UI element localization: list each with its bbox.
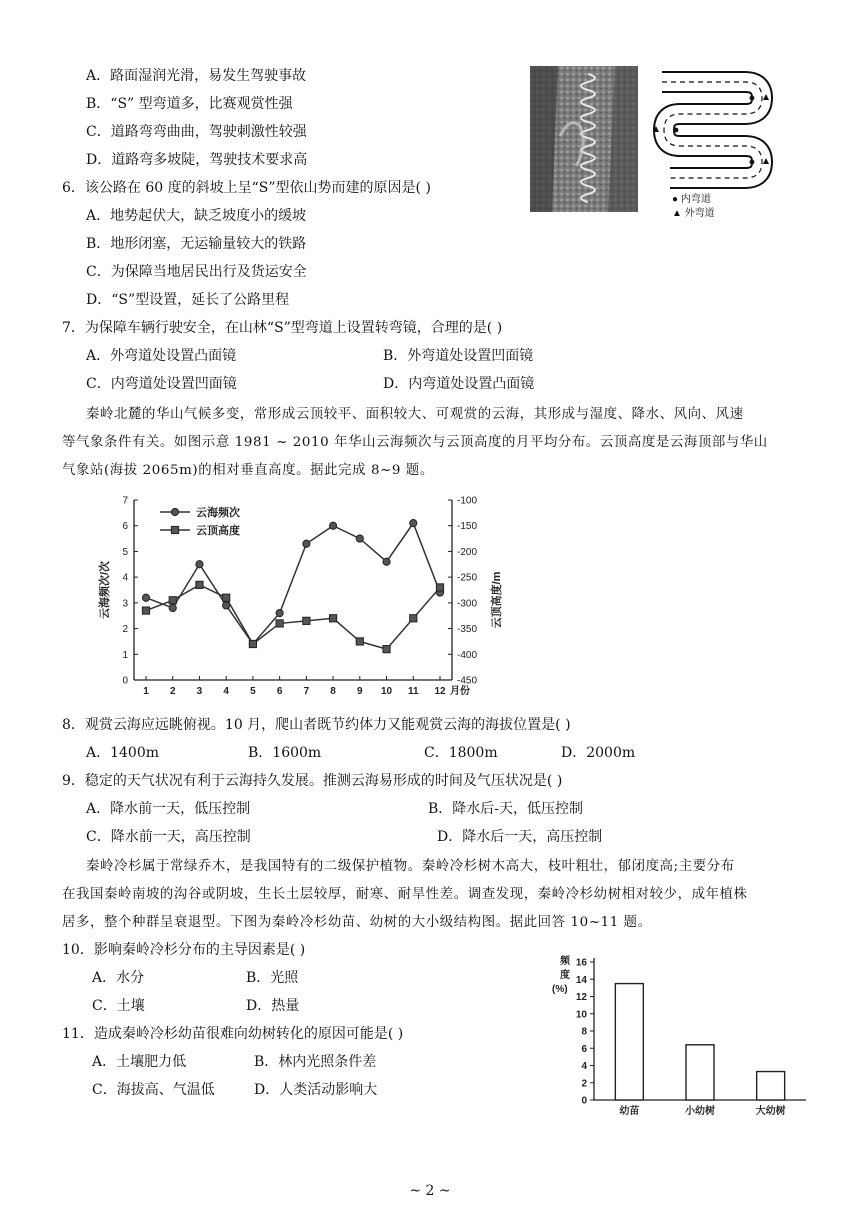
series-point xyxy=(196,581,203,588)
left-tick-label: 0 xyxy=(122,675,128,687)
left-axis-title: 云海频次/次 xyxy=(99,560,111,620)
right-tick-label: -100 xyxy=(457,495,478,507)
x-tick-label: 10 xyxy=(380,686,393,697)
series-point xyxy=(142,594,149,601)
q10-option-d: D．热量 xyxy=(246,998,300,1014)
legend-label-2: 云顶高度 xyxy=(196,525,240,537)
q7-option-d: D．内弯道处设置凸面镜 xyxy=(383,376,535,392)
q9-option-a: A．降水前一天，低压控制 xyxy=(86,801,251,817)
series-point xyxy=(276,620,283,627)
q5-option-a: A．路面湿润光滑，易发生驾驶事故 xyxy=(86,68,307,84)
q10-option-c: C．土壤 xyxy=(92,998,145,1014)
series-point xyxy=(410,615,417,622)
x-tick-label: 11 xyxy=(407,686,419,697)
q8-option-d: D．2000m xyxy=(561,745,636,761)
legend-marker xyxy=(171,526,178,533)
bar xyxy=(686,1045,714,1100)
left-tick-label: 3 xyxy=(122,598,128,610)
right-tick-label: -450 xyxy=(457,675,478,687)
q5-option-d: D．道路弯多坡陡，驾驶技术要求高 xyxy=(86,152,308,168)
q6-option-d: D．“S”型设置，延长了公路里程 xyxy=(86,292,290,308)
q6-stem: 6．该公路在 60 度的斜坡上呈“S”型依山势而建的原因是( ) xyxy=(62,180,431,196)
bar-y-tick-label: 16 xyxy=(575,957,587,969)
fir-size-class-chart xyxy=(548,950,818,1125)
q7-stem: 7．为保障车辆行驶安全，在山林“S”型弯道上设置转弯镜，合理的是( ) xyxy=(62,320,503,336)
q6-option-a: A．地势起伏大，缺乏坡度小的缓坡 xyxy=(86,208,307,224)
bar-y-title-line1: 频 xyxy=(560,956,570,967)
series-point xyxy=(223,594,230,601)
series-point xyxy=(383,558,390,565)
q8-option-b: B．1600m xyxy=(248,745,322,761)
bar-y-tick-label: 14 xyxy=(575,974,587,986)
q11-option-a: A．土壤肥力低 xyxy=(92,1054,187,1070)
x-tick-label: 6 xyxy=(276,686,283,697)
q10-option-a: A．水分 xyxy=(92,970,145,986)
bar-y-tick-label: 4 xyxy=(581,1061,587,1072)
q11-option-d: D．人类活动影响大 xyxy=(254,1082,378,1098)
legend-marker xyxy=(171,508,178,515)
q9-option-d: D．降水后一天，高压控制 xyxy=(437,829,603,845)
series-point xyxy=(142,607,149,614)
series-point xyxy=(356,638,363,645)
passage-8-9-line-1: 秦岭北麓的华山气候多变，常形成云顶较平、面积较大、可观赏的云海，其形成与湿度、降水、风向、风速 xyxy=(86,407,744,422)
q6-option-c: C．为保障当地居民出行及货运安全 xyxy=(86,264,307,280)
road-photo xyxy=(530,66,638,212)
series-point xyxy=(329,615,336,622)
passage-10-11-line-1: 秦岭冷杉属于常绿乔木，是我国特有的二级保护植物。秦岭冷杉树木高大，枝叶粗壮，郁闭度高;主要分布 xyxy=(86,859,735,874)
right-tick-label: -350 xyxy=(457,624,478,636)
cloud-sea-chart xyxy=(92,490,503,710)
x-tick-label: 8 xyxy=(330,686,336,697)
series-point xyxy=(169,597,176,604)
left-tick-label: 6 xyxy=(122,521,128,533)
q5-option-c: C．道路弯弯曲曲，驾驶刺激性较强 xyxy=(86,124,307,140)
series-point xyxy=(410,520,417,527)
series-point xyxy=(303,617,310,624)
x-tick-label: 1 xyxy=(143,686,149,697)
series-point xyxy=(169,604,176,611)
right-tick-label: -250 xyxy=(457,572,478,584)
series-point xyxy=(383,646,390,653)
right-tick-label: -400 xyxy=(457,649,478,661)
series-line-1 xyxy=(146,523,440,644)
q11-stem: 11．造成秦岭冷杉幼苗很难向幼树转化的原因可能是( ) xyxy=(62,1026,404,1042)
left-tick-label: 1 xyxy=(122,649,128,661)
q8-option-a: A．1400m xyxy=(86,745,160,761)
right-tick-label: -300 xyxy=(457,598,478,610)
right-axis-title: 云顶高度/m xyxy=(491,571,503,629)
q10-option-b: B．光照 xyxy=(246,970,299,986)
road-legend-inner: ● 内弯道 xyxy=(672,194,711,205)
passage-8-9-line-3: 气象站(海拔 2065m)的相对垂直高度。据此完成 8~9 题。 xyxy=(62,463,434,478)
q8-stem: 8．观赏云海应远眺俯视。10 月，爬山者既节约体力又能观赏云海的海拔位置是( ) xyxy=(62,717,571,733)
x-tick-label: 7 xyxy=(303,686,310,697)
left-tick-label: 7 xyxy=(122,495,128,507)
road-schematic xyxy=(640,60,770,220)
bar-y-tick-label: 0 xyxy=(581,1095,587,1107)
left-tick-label: 5 xyxy=(122,546,128,558)
bar-y-tick-label: 6 xyxy=(581,1043,587,1055)
series-point xyxy=(436,584,443,591)
series-point xyxy=(276,610,283,617)
road-legend-outer: ▲ 外弯道 xyxy=(672,208,715,219)
series-line-2 xyxy=(146,585,440,649)
q11-option-b: B．林内光照条件差 xyxy=(254,1054,377,1070)
bar-category-label: 小幼树 xyxy=(685,1106,715,1117)
q8-option-c: C．1800m xyxy=(424,745,498,761)
series-point xyxy=(356,535,363,542)
passage-10-11-line-3: 居多，整个种群呈衰退型。下图为秦岭冷杉幼苗、幼树的大小级结构图。据此回答 10~11 题。 xyxy=(62,915,652,930)
q7-option-b: B．外弯道处设置凹面镜 xyxy=(383,348,534,364)
bar-y-tick-label: 8 xyxy=(581,1026,587,1038)
q7-option-c: C．内弯道处设置凹面镜 xyxy=(86,376,237,392)
series-point xyxy=(249,640,256,647)
legend-label-1: 云海频次 xyxy=(196,507,240,519)
q9-option-b: B．降水后-天，低压控制 xyxy=(428,801,584,817)
x-tick-label: 2 xyxy=(169,686,176,697)
series-point xyxy=(196,561,203,568)
bar-y-tick-label: 2 xyxy=(581,1078,587,1090)
bar xyxy=(615,984,643,1100)
left-tick-label: 4 xyxy=(122,572,128,584)
passage-8-9-line-2: 等气象条件有关。如图示意 1981 ~ 2010 年华山云海频次与云顶高度的月平均分布。云顶高度是云海顶部与华山 xyxy=(62,435,768,450)
q9-stem: 9．稳定的天气状况有利于云海持久发展。推测云海易形成的时间及气压状况是( ) xyxy=(62,773,563,789)
page-number: ~ 2 ~ xyxy=(409,1183,451,1199)
bar-category-label: 大幼树 xyxy=(755,1106,786,1117)
series-point xyxy=(329,522,336,529)
x-tick-label: 12 xyxy=(434,686,446,697)
bar-y-title-line2: 度 xyxy=(560,970,570,981)
left-tick-label: 2 xyxy=(122,624,128,636)
bar-y-tick-label: 12 xyxy=(575,992,587,1003)
q7-option-a: A．外弯道处设置凸面镜 xyxy=(86,348,237,364)
passage-10-11-line-2: 在我国秦岭南坡的沟谷或阴坡，生长土层较厚，耐寒、耐旱性差。调查发现，秦岭冷杉幼树相对较少，成年植株 xyxy=(62,887,748,902)
right-tick-label: -150 xyxy=(457,521,478,533)
x-tick-label: 9 xyxy=(357,686,363,697)
q11-option-c: C．海拔高、气温低 xyxy=(92,1082,215,1098)
right-tick-label: -200 xyxy=(457,546,478,558)
q10-stem: 10．影响秦岭冷杉分布的主导因素是( ) xyxy=(62,942,306,958)
bar-category-label: 幼苗 xyxy=(619,1106,640,1117)
x-tick-label: 5 xyxy=(250,686,256,697)
q5-option-b: B．“S” 型弯道多，比赛观赏性强 xyxy=(86,96,293,112)
x-axis-title: 月份 xyxy=(450,686,470,697)
bar-y-title-line3: (%) xyxy=(552,984,568,995)
x-tick-label: 4 xyxy=(223,686,229,697)
bar-y-tick-label: 10 xyxy=(575,1009,587,1021)
q9-option-c: C．降水前一天，高压控制 xyxy=(86,829,251,845)
q6-option-b: B．地形闭塞，无运输量较大的铁路 xyxy=(86,236,307,252)
series-point xyxy=(303,540,310,547)
bar xyxy=(757,1072,785,1100)
x-tick-label: 3 xyxy=(196,686,203,697)
